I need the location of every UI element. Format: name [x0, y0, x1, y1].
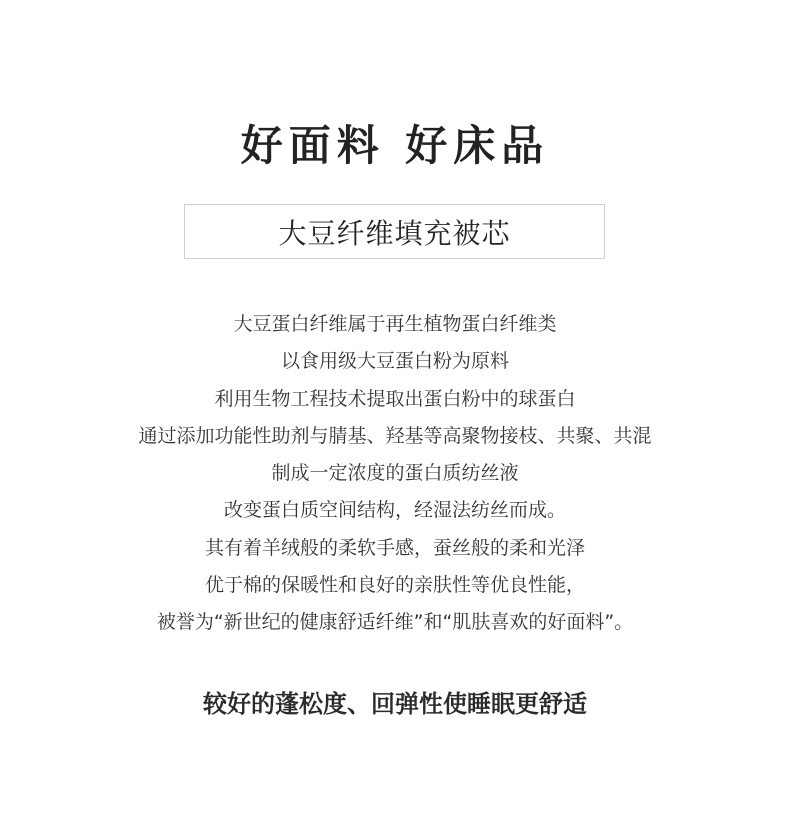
headline: 好面料 好床品 [240, 121, 550, 170]
footer-tagline: 较好的蓬松度、回弹性使睡眠更舒适 [203, 690, 587, 718]
description-line: 改变蛋白质空间结构，经湿法纺丝而成。 [223, 499, 566, 522]
subtitle-box [184, 204, 605, 259]
subtitle-text: 大豆纤维填充被芯 [278, 216, 511, 250]
description-line: 其有着羊绒般的柔软手感，蚕丝般的柔和光泽 [204, 536, 585, 559]
description-line: 制成一定浓度的蛋白质纺丝液 [271, 462, 519, 485]
description-line: 大豆蛋白纤维属于再生植物蛋白纤维类 [233, 313, 557, 335]
description-line: 优于棉的保暖性和良好的亲肤性等优良性能， [204, 574, 585, 597]
description-line: 被誉为“新世纪的健康舒适纤维”和“肌肤喜欢的好面料”。 [156, 611, 634, 634]
description-line: 利用生物工程技术提取出蛋白粉中的球蛋白 [214, 387, 576, 410]
description-line: 通过添加功能性助剂与腈基、羟基等高聚物接枝、共聚、共混 [138, 424, 652, 447]
description-paragraph [0, 306, 790, 642]
description-line: 以食用级大豆蛋白粉为原料 [280, 350, 509, 373]
